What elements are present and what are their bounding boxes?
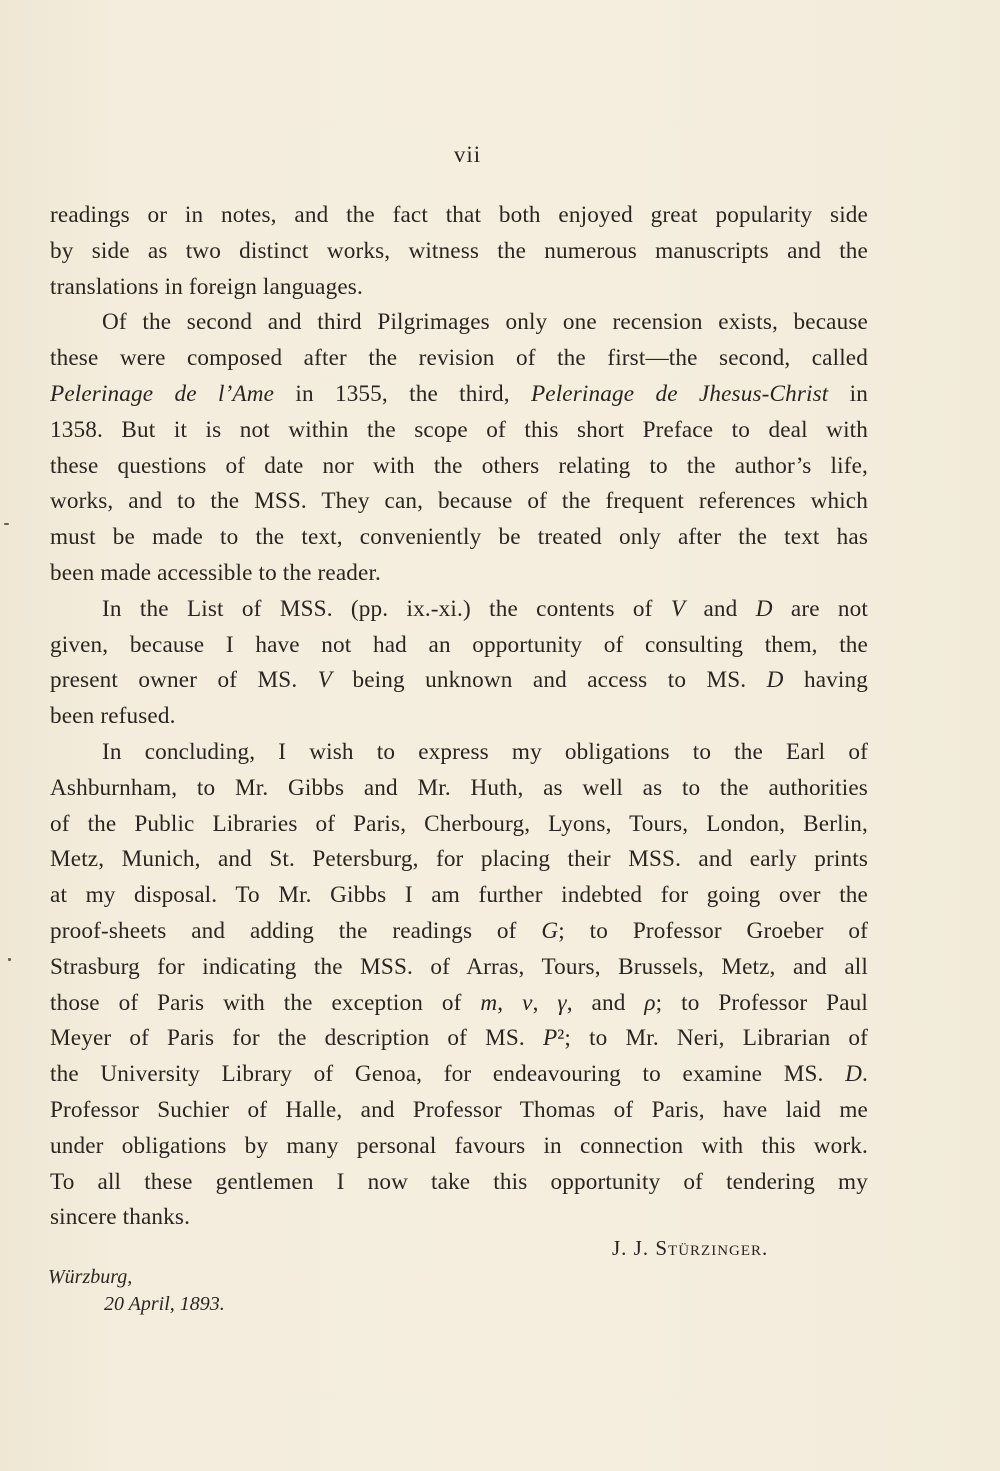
text-line: those of Paris with the exception of m, v, γ, and ρ; to Professor Paul [50, 989, 868, 1016]
text-line: sincere thanks. [50, 1204, 191, 1231]
text-line: To all these gentlemen I now take this opportunity of tendering my [50, 1168, 868, 1195]
text-line: the University Library of Genoa, for endeavouring to examine MS. D. [50, 1061, 868, 1088]
text-line: must be made to the text, conveniently be treated only after the text has [50, 524, 868, 551]
text-line: given, because I have not had an opportunity of consulting them, the [50, 631, 868, 658]
place-line: Würzburg, [48, 1266, 133, 1288]
text-line: In the List of MSS. (pp. ix.-xi.) the contents of V and D are not [102, 595, 869, 622]
text-line: Ashburnham, to Mr. Gibbs and Mr. Huth, as well as to the authorities [50, 774, 868, 801]
text-line: translations in foreign languages. [50, 273, 363, 300]
preface-body [50, 198, 868, 1236]
date-line: 20 April, 1893. [104, 1293, 225, 1315]
text-line: proof-sheets and adding the readings of G; to Professor Groeber of [50, 917, 868, 944]
text-line: these questions of date nor with the others relating to the author’s life, [50, 452, 868, 479]
text-line: these were composed after the revision of the first—the second, called [50, 345, 868, 372]
text-line: Of the second and third Pilgrimages only one recension exists, because [102, 309, 868, 336]
signature-surname: Stürzinger. [655, 1236, 769, 1260]
text-line: been made accessible to the reader. [50, 559, 381, 586]
text-line: Metz, Munich, and St. Petersburg, for placing their MSS. and early prints [50, 846, 868, 873]
text-line: under obligations by many personal favours in connection with this work. [50, 1132, 868, 1159]
text-line: at my disposal. To Mr. Gibbs I am further indebted for going over the [50, 882, 868, 909]
paragraph [50, 305, 868, 591]
text-line: of the Public Libraries of Paris, Cherbourg, Lyons, Tours, London, Berlin, [50, 810, 868, 837]
text-line: Strasburg for indicating the MSS. of Arras, Tours, Brussels, Metz, and all [50, 953, 868, 980]
text-line: In concluding, I wish to express my obligations to the Earl of [102, 738, 868, 765]
text-line: Meyer of Paris for the description of MS. P²; to Mr. Neri, Librarian of [50, 1025, 869, 1052]
text-line: 1358. But it is not within the scope of this short Preface to deal with [50, 416, 868, 443]
paragraph [50, 198, 868, 305]
text-line: works, and to the MSS. They can, because of the frequent references which [50, 488, 868, 515]
paragraph [50, 735, 868, 1236]
text-line: been refused. [50, 703, 176, 730]
paper-speck [4, 523, 9, 525]
page-number: vii [453, 142, 482, 167]
signature-initials: J. J. [612, 1236, 650, 1260]
paper-speck [8, 958, 11, 961]
text-line: Pelerinage de l’Ame in 1355, the third, Pelerinage de Jhesus-Christ in [50, 380, 868, 407]
text-line: Professor Suchier of Halle, and Professor Thomas of Paris, have laid me [50, 1096, 868, 1123]
text-line: present owner of MS. V being unknown and access to MS. D having [50, 667, 868, 694]
paragraph [50, 592, 868, 735]
text-line: readings or in notes, and the fact that both enjoyed great popularity side [50, 202, 868, 228]
text-line: by side as two distinct works, witness the numerous manuscripts and the [50, 237, 868, 264]
author-signature [612, 1236, 768, 1261]
